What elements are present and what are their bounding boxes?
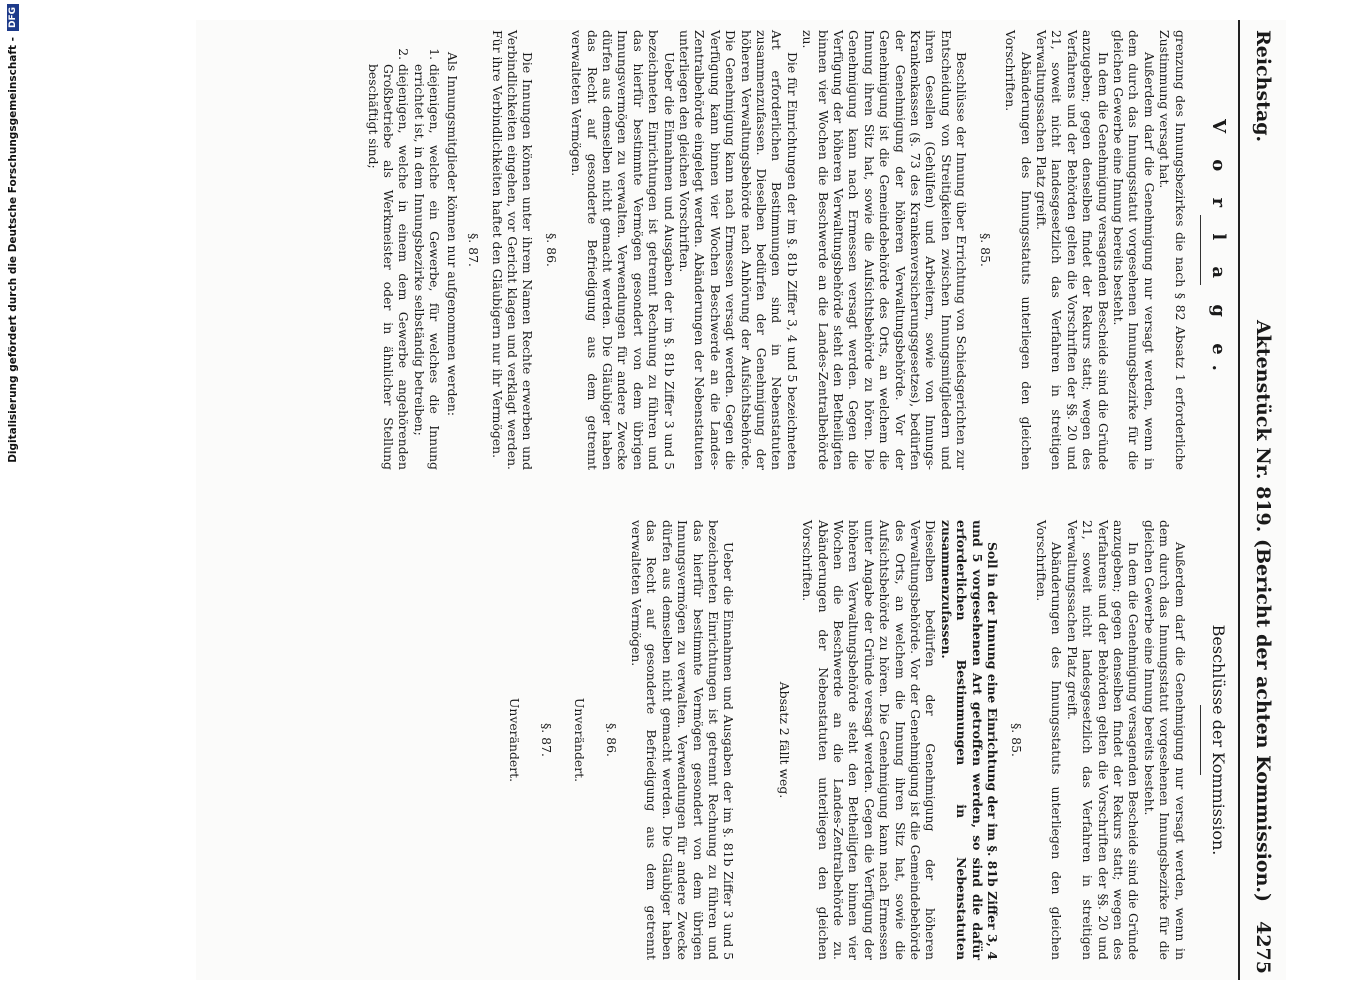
footer-text: Digitalisierung gefördert durch die Deutsche Forschungsgemeinschaft - (7, 37, 19, 463)
unchanged-note: Unverändert. (507, 697, 523, 783)
section-heading: §. 86. (603, 723, 619, 757)
member-list (365, 30, 442, 470)
paragraph: grenzung des Innungsbezirkes die nach § 82 Absatz 1 erforderliche Zustimmung versagt hat. (1157, 30, 1188, 470)
right-column (489, 520, 1226, 960)
section-heading: §. 85. (1008, 723, 1024, 757)
paragraph: Als Innungsmitglieder können nur aufgenommen werden: (444, 52, 460, 417)
paragraph: Abänderungen des Innungsstatuts unterliegen den gleichen Vorschriften. (1033, 520, 1065, 960)
right-column-heading: Beschlüsse der Kommission. (1209, 624, 1228, 856)
header-center: Aktenstück Nr. 819. (Bericht der achten Kommission.) (1252, 320, 1274, 902)
paragraph: Ueber die Einnahmen und Ausgaben der im §. 81b Ziffer 3 und 5 bezeichneten Einrichtungen ist getrennt Rechnung zu führen und das hierfür bestimmte Vermögen gesondert von dem übrigen Innungsvermögen zu verwalten. Verwendungen für andere Zwecke dürfen aus demselben nicht gemacht werden. Die Gläubiger haben das Recht auf gesonderte Befriedigung aus dem getrennt verwalteten Vermögen. (629, 520, 737, 960)
digitization-footer (4, 4, 22, 994)
divider (1200, 215, 1201, 285)
paragraph: In dem die Genehmigung versagenden Bescheide sind die Gründe anzugeben; gegen denselben findet der Rekurs statt; wegen des Verfahrens und der Behörden gelten die Vorschriften der §§. 20 und 21, soweit nicht landesgesetzlich das Verfahren in streitigen Verwaltungssachen Platz greift. (1033, 30, 1111, 470)
page-number: 4275 (1252, 921, 1274, 974)
paragraph-bold: Soll in der Innung eine Einrichtung der im §. 81b Ziffer 3, 4 und 5 vorgesehenen Art getroffen werden, so sind die dafür erforderlichen Bestimmungen in Nebenstatuten zusammenzufassen. (938, 520, 1001, 960)
paragraph: Dieselben bedürfen der Genehmigung der höheren Verwaltungsbehörde. Vor der Genehmigung ist die Gemeindebehörde des Orts, an welchem die Innung ihren Sitz hat, sowie die Aufsichtsbehörde zu hören. Die Genehmigung kann nach Ermessen unter Angabe der Gründe versagt werden. Gegen die Verfügung der höheren Verwaltungsbehörde steht den Betheiligten binnen vier Wochen die Beschwerde an die Landes-Zentralbehörde zu. Abänderungen der Nebenstatuten unterliegen den gleichen Vorschriften. (800, 520, 939, 960)
paragraph: Ueber die Einnahmen und Ausgaben der im §. 81b Ziffer 3 und 5 bezeichneten Einrichtungen ist getrennt Rechnung zu führen und das hierfür bestimmte Vermögen gesondert von dem übrigen Innungsvermögen zu verwalten. Verwendungen für andere Zwecke dürfen aus demselben nicht gemacht werden. Die Gläubiger haben das Recht auf gesonderte Befriedigung aus dem getrennt verwalteten Vermögen. (569, 30, 677, 470)
paragraph: Außerdem darf die Genehmigung nur versagt werden, wenn in dem durch das Innungsstatut vorgesehenen Innungsbezirke für die gleichen Gewerbe eine Innung bereits besteht. (1110, 30, 1157, 470)
left-column-heading: V o r l a g e. (1208, 119, 1229, 381)
dfg-logo-icon: DFG (7, 4, 19, 31)
section-heading: §. 87. (466, 233, 482, 267)
paragraph: Die für Einrichtungen der im §. 81b Ziffer 3, 4 und 5 bezeichneten Art erforderlichen Bestimmungen sind in Nebenstatuten zusammenzufassen. Dieselben bedürfen der Genehmigung der höheren Verwaltungsbehörde nach Anhörung der Aufsichtsbehörde. Die Genehmigung kann nach Ermessen versagt werden. Gegen die Verfügung kann binnen vier Wochen Beschwerde an die Landes-Zentralbehörde eingelegt werden. Abänderungen der Nebenstatuten unterliegen den gleichen Vorschriften. (677, 30, 800, 470)
list-item: 1. diejenigen, welche ein Gewerbe, für welches die Innung errichtet ist, in dem Innungsbezirke selbständig betreiben; (412, 64, 443, 470)
paragraph: Beschlüsse der Innung über Errichtung von Schiedsgerichten zur Entscheidung von Streitigkeiten zwischen Innungsmitgliedern und ihren Gesellen (Gehülfen) und Arbeitern, sowie von Innungs-Krankenkassen (§. 73 des Krankenversicherungsgesetzes), bedürfen der Genehmigung der höheren Verwaltungsbehörde. Vor der Genehmigung ist die Gemeindebehörde des Orts, an welchem die Innung ihren Sitz hat, sowie die Aufsichtsbehörde zu hören. Die Genehmigung kann nach Ermessen versagt werden. Gegen die Verfügung der höheren Verwaltungsbehörde steht den Betheiligten binnen vier Wochen die Beschwerde an die Landes-Zentralbehörde zu. (800, 30, 970, 470)
note-absatz: Absatz 2 fällt weg. (776, 681, 792, 799)
section-heading: §. 87. (538, 723, 554, 757)
unchanged-note: Unverändert. (572, 697, 588, 783)
paragraph: Außerdem darf die Genehmigung nur versagt werden, wenn in dem durch das Innungsstatut vorgesehenen Innungsbezirke für die gleichen Gewerbe eine Innung bereits besteht. (1141, 520, 1188, 960)
paragraph: Abänderungen des Innungsstatuts unterliegen den gleichen Vorschriften. (1003, 30, 1034, 470)
header-left: Reichstag. (1252, 30, 1274, 143)
section-heading: §. 86. (543, 233, 559, 267)
left-column (365, 30, 1229, 470)
paragraph: Die Innungen können unter ihrem Namen Rechte erwerben und Verbindlichkeiten eingehen, vor Gericht klagen und verklagt werden. Für ihre Verbindlichkeiten haftet den Gläubigern nur ihr Vermögen. (489, 30, 536, 470)
document-page (196, 20, 1286, 980)
list-item: 2. diejenigen, welche in einem dem Gewerbe angehörenden Großbetriebe als Werkmeister oder in ähnlicher Stellung beschäftigt sind; (365, 64, 411, 470)
divider (1200, 705, 1201, 775)
paragraph: In dem die Genehmigung versagenden Bescheide sind die Gründe anzugeben; gegen denselben findet der Rekurs statt; wegen des Verfahrens und der Behörden gelten die Vorschriften der §§. 20 und 21, soweit nicht landesgesetzlich das Verfahren in streitigen Verwaltungssachen Platz greift. (1064, 520, 1142, 960)
page-header (1238, 20, 1286, 980)
section-heading: §. 85. (977, 233, 993, 267)
